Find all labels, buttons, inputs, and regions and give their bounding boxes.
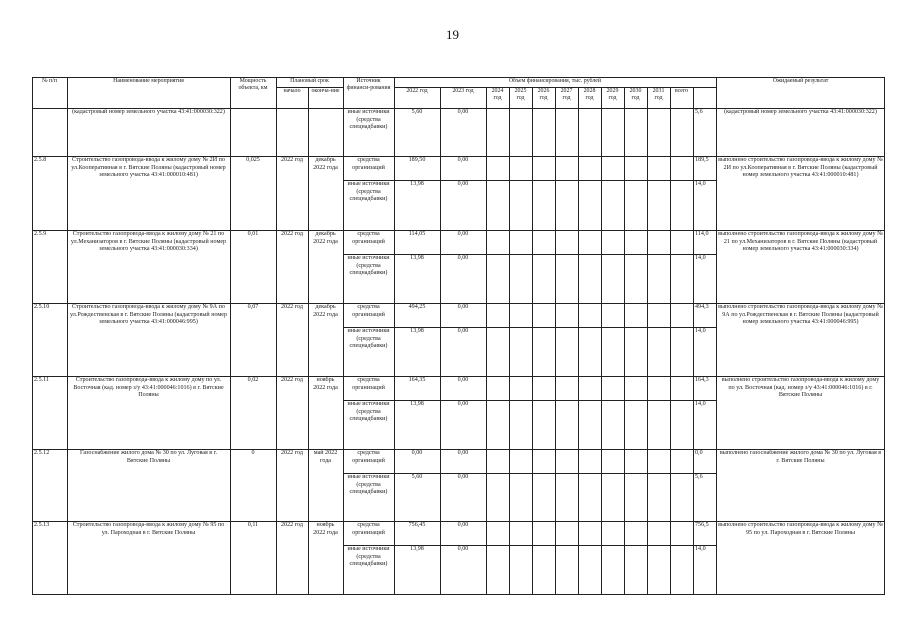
source-other: иные источники (средства спецнадбавки) <box>347 401 390 423</box>
value-2023: 0,00 <box>457 181 469 187</box>
value-2022: 189,50 <box>408 157 426 163</box>
object-power: 0,02 <box>247 377 259 383</box>
measure-name: (кадастровый номер земельного участка 43:41:000030:322) <box>72 109 225 115</box>
source-other: иные источники (средства спецнадбавки) <box>347 474 390 496</box>
table-rule <box>276 77 277 108</box>
source-other: иные источники (средства спецнадбавки) <box>347 109 390 131</box>
table-rule <box>509 87 510 108</box>
value-2022: 5,60 <box>411 474 423 480</box>
source-organizations: средства организаций <box>352 377 385 391</box>
object-power: 0,07 <box>247 304 259 310</box>
source-organizations: средства организаций <box>352 304 385 318</box>
row-number: 2.5.11 <box>34 377 50 383</box>
measure-name: Строительство газопровода-ввода к жилому дому № 21 по ул.Механизаторов в г. Вятские Поляны (кадастровый номер земельного участка 43:41:000030:334) <box>70 231 227 253</box>
table-rule <box>308 87 309 108</box>
value-2023: 0,00 <box>457 231 469 237</box>
term-end: ноябрь 2022 года <box>313 377 338 391</box>
value-2022: 13,98 <box>410 181 424 187</box>
value-total: 14,0 <box>695 181 706 187</box>
row-number <box>32 108 67 156</box>
table-rule <box>670 87 671 108</box>
table-rule <box>67 77 68 108</box>
table-rule <box>276 87 343 88</box>
source-other: иные источники (средства спецнадбавки) <box>347 328 390 350</box>
value-2022: 13,98 <box>410 546 424 552</box>
value-2022: 114,05 <box>408 231 426 237</box>
value-total: 164,3 <box>695 377 709 383</box>
value-total: 14,0 <box>695 546 706 552</box>
source-organizations: средства организаций <box>352 231 385 245</box>
term-start: 2022 год <box>280 377 304 383</box>
term-end: май 2022 года <box>313 450 338 464</box>
header-year: 2024 год <box>491 88 504 102</box>
value-total: 494,3 <box>695 304 709 310</box>
term-start: 2022 год <box>280 522 304 528</box>
term-start: 2022 год <box>280 231 304 237</box>
expected-result: выполнено газоснабжение жилого дома № 30 по ул. Луговая в г. Вятские Поляны <box>719 450 882 464</box>
header-num: № п/п <box>41 78 58 84</box>
header-year: 2023 год <box>452 88 474 94</box>
table-rule <box>532 87 533 108</box>
value-2023: 0,00 <box>457 109 469 115</box>
term-end: ноябрь 2022 года <box>313 522 338 536</box>
header-name: Наименование мероприятия <box>113 78 184 84</box>
object-power <box>230 108 276 156</box>
measure-name: Газоснабжение жилого дома № 30 по ул. Луговая в г. Вятские Поляны <box>79 450 218 464</box>
value-2022: 13,98 <box>410 255 424 261</box>
value-2023: 0,00 <box>457 157 469 163</box>
value-2022: 494,25 <box>408 304 426 310</box>
header-result: Ожидаемый результат <box>772 78 829 84</box>
header-year: всего <box>674 88 689 94</box>
value-total: 14,0 <box>695 328 706 334</box>
financing-table <box>32 77 885 595</box>
table-rule <box>230 77 231 108</box>
header-term: Плановый срок <box>290 78 329 84</box>
value-2023: 0,00 <box>457 522 469 528</box>
table-rule <box>343 77 344 108</box>
term-start: 2022 год <box>280 450 304 456</box>
expected-result: выполнено строительство газопровода-ввода к жилому дому по ул. Восточная (кад. номер з/у 43:41:000046:1016) в г. Вятские Поляны <box>721 377 880 399</box>
object-power: 0,01 <box>247 231 259 237</box>
measure-name: Строительство газопровода-ввода к жилому дому № 2И по ул.Кооперативная в г. Вятские Поляны (кадастровый номер земельного участка 43:41:000010:481) <box>71 157 226 179</box>
term-end: декабрь 2022 года <box>313 157 338 171</box>
object-power: 0,025 <box>246 157 260 163</box>
header-year: 2030 год <box>629 88 642 102</box>
value-2022: 13,98 <box>410 328 424 334</box>
header-term-start: начало <box>283 88 301 94</box>
row-number: 2.5.12 <box>34 450 50 456</box>
table-rule <box>624 87 625 108</box>
table-rule <box>601 87 602 108</box>
value-2023: 0,00 <box>457 304 469 310</box>
value-2022: 5,60 <box>411 109 423 115</box>
value-total: 0,0 <box>695 450 703 456</box>
value-2023: 0,00 <box>457 450 469 456</box>
expected-result: выполнено строительство газопровода-ввода к жилому дому № 2И по ул.Кооперативная в г. Вятские Поляны (кадастровый номер земельного участка 43:41:000010:481) <box>718 157 883 179</box>
header-year: 2031 год <box>652 88 665 102</box>
value-total: 114,0 <box>695 231 709 237</box>
measure-name: Строительство газопровода-ввода к жилому дому по ул. Восточная (кад. номер з/у 43:41:000046:1016) в г. Вятские Поляны <box>73 377 224 399</box>
value-2023: 0,00 <box>457 401 469 407</box>
header-year: 2027 год <box>560 88 573 102</box>
header-year: 2025 год <box>514 88 527 102</box>
table-rule <box>555 87 556 108</box>
term-end <box>308 108 343 156</box>
term-start <box>276 108 308 156</box>
value-total: 5,6 <box>695 109 703 115</box>
value-2022: 0,00 <box>411 450 423 456</box>
source-other: иные источники (средства спецнадбавки) <box>347 181 390 203</box>
source-organizations: средства организаций <box>352 157 385 171</box>
source-other: иные источники (средства спецнадбавки) <box>347 255 390 277</box>
source-organizations: средства организаций <box>352 450 385 464</box>
term-end: декабрь 2022 года <box>313 304 338 318</box>
row-number: 2.5.8 <box>34 157 47 163</box>
table-rule <box>647 87 648 108</box>
row-number: 2.5.10 <box>34 304 50 310</box>
value-total: 14,0 <box>695 401 706 407</box>
value-total: 14,0 <box>695 255 706 261</box>
header-power: Мощность объекта, км <box>238 78 268 92</box>
value-2022: 756,45 <box>408 522 426 528</box>
expected-result: (кадастровый номер земельного участка 43:41:000030:322) <box>724 109 877 115</box>
value-total: 756,5 <box>695 522 709 528</box>
value-2023: 0,00 <box>457 474 469 480</box>
table-border-top <box>32 77 885 78</box>
page-number: 19 <box>446 27 459 42</box>
table-rule <box>394 77 395 108</box>
expected-result: выполнено строительство газопровода-ввода к жилому дому № 95 по ул. Пароходная в г. Вятские Поляны <box>718 522 883 536</box>
measure-name: Строительство газопровода-ввода к жилому дому № 9А по ул.Рождественская в г. Вятские Поляны (кадастровый номер земельного участка 43:41:000046:995) <box>69 304 228 326</box>
header-year: 2022 год <box>406 88 428 94</box>
value-total: 189,5 <box>695 157 709 163</box>
value-2022: 164,35 <box>408 377 426 383</box>
table-rule <box>440 87 441 108</box>
source-other: иные источники (средства спецнадбавки) <box>347 546 390 568</box>
value-total: 5,6 <box>695 474 703 480</box>
header-year: 2029 год <box>606 88 619 102</box>
value-2022: 13,98 <box>410 401 424 407</box>
table-rule <box>693 87 694 108</box>
value-2023: 0,00 <box>457 377 469 383</box>
header-year: 2026 год <box>537 88 550 102</box>
header-volume: Объем финансирования, тыс. рублей <box>508 78 602 84</box>
term-start: 2022 год <box>280 157 304 163</box>
expected-result: выполнено строительство газопровода-ввода к жилому дому № 21 по ул.Механизаторов в г. Вятские Поляны (кадастровый номер земельного участка 43:41:000030:334) <box>718 231 883 253</box>
row-number: 2.5.13 <box>34 522 50 528</box>
table-rule <box>486 87 487 108</box>
term-start: 2022 год <box>280 304 304 310</box>
table-rule <box>578 87 579 108</box>
value-2023: 0,00 <box>457 328 469 334</box>
expected-result: выполнено строительство газопровода-ввода к жилому дому № 9А по ул.Рождественская в г. Вятские Поляны (кадастровый номер земельного участка 43:41:000046:995) <box>718 304 883 326</box>
source-organizations: средства организаций <box>352 522 385 536</box>
header-source: Источник финанси-рования <box>346 78 391 92</box>
object-power: 0 <box>251 450 255 456</box>
header-term-end: оконча-ние <box>311 88 340 94</box>
header-year: 2028 год <box>583 88 596 102</box>
value-2023: 0,00 <box>457 546 469 552</box>
table-rule <box>716 77 717 108</box>
measure-name: Строительство газопровода-ввода к жилому дому № 95 по ул. Пароходная в г. Вятские Поляны <box>72 522 225 536</box>
term-end: декабрь 2022 года <box>313 231 338 245</box>
value-2023: 0,00 <box>457 255 469 261</box>
object-power: 0,11 <box>247 522 259 528</box>
row-number: 2.5.9 <box>34 231 47 237</box>
